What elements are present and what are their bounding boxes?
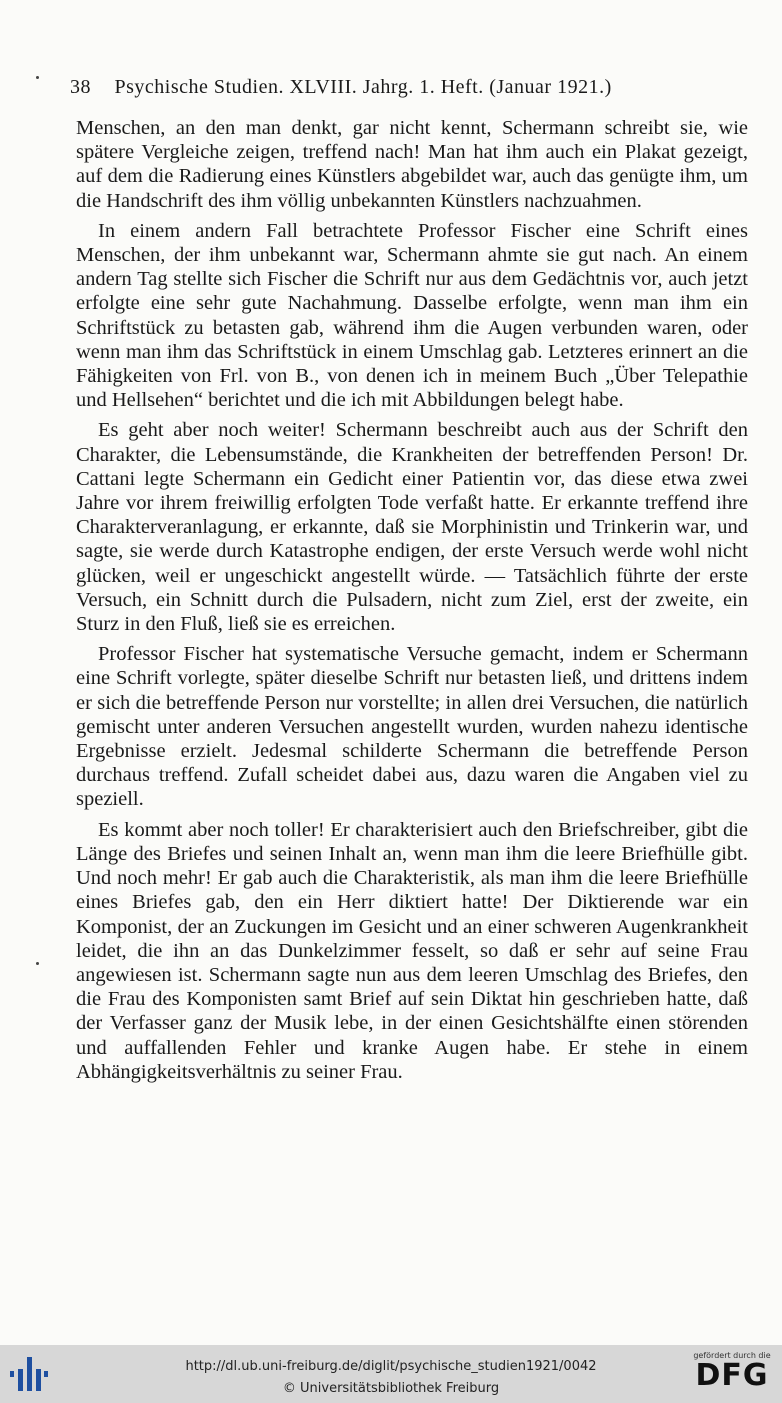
body-text xyxy=(76,116,748,1090)
scan-speck xyxy=(36,962,39,965)
copyright-notice: © Universitätsbibliothek Freiburg xyxy=(282,1381,500,1396)
paragraph: Menschen, an den man denkt, gar nicht kennt, Schermann schreibt sie, wie spätere Vergleiche zeigen, treffend nach! Man hat ihm auch ein Plakat gezeigt, auf dem die Radierung eines Künstlers abgebildet war, auch das genügte ihm, um die Handschrift des ihm völlig unbekannten Künstlers nachzuahmen. xyxy=(76,117,748,212)
scan-speck xyxy=(36,76,39,79)
paragraph: In einem andern Fall betrachtete Professor Fischer eine Schrift eines Menschen, der ihm unbekannt war, Schermann ahmte sie gut nach. An einem andern Tag stellte sich Fischer die Schrift nur aus dem Gedächtnis vor, auch jetzt erfolgte eine sehr gute Nachahmung. Dasselbe erfolgte, wenn man ihm ein Schriftstück zu betasten gab, während ihm die Augen verbunden waren, oder wenn man ihm das Schriftstück in einem Umschlag gab. Letzteres erinnert an die Fähigkeiten von Frl. von B., von denen ich in meinem Buch „Über Telepathie und Hellsehen“ berichtet und die ich mit Abbildungen belegt habe. xyxy=(76,219,748,412)
running-title: Psychische Studien. XLVIII. Jahrg. 1. Heft. (Januar 1921.) xyxy=(114,76,612,98)
paragraph: Es geht aber noch weiter! Schermann beschreibt auch aus der Schrift den Charakter, die Lebensumstände, die Krankheiten der betreffenden Person! Dr. Cattani legte Schermann ein Gedicht einer Patientin vor, das diese etwa zwei Jahre vor ihrem freiwillig erfolgten Tode verfaßt hatte. Er erkannte treffend ihre Charakterveranlagung, er erkannte, daß sie Morphinistin und Trinkerin war, und sagte, sie werde durch Katastrophe endigen, der erste Versuch werde wohl nicht glücken, weil er ungeschickt angestellt würde. — Tatsächlich führte der erste Versuch, ein Schnitt durch die Pulsadern, nicht zum Ziel, erst der zweite, ein Sturz in den Fluß, ließ sie es erreichen. xyxy=(76,419,748,636)
paragraph: Es kommt aber noch toller! Er charakterisiert auch den Briefschreiber, gibt die Länge des Briefes und seinen Inhalt an, wenn man ihm die leere Briefhülle gibt. Und noch mehr! Er gab auch die Charakteristik, als man ihm die leere Briefhülle eines Briefes gab, den ein Herr diktiert hatte! Der Diktierende war ein Komponist, der an Zuckungen im Gesicht und an einer schweren Augenkrankheit leidet, die ihn an das Dunkelzimmer fesselt, so daß er sehr auf seine Frau angewiesen ist. Schermann sagte nun aus dem leeren Umschlag des Briefes, den die Frau des Komponisten samt Brief auf sein Diktat hin geschrieben hatte, daß der Verfasser ganz der Musik lebe, in der einen Gesichtshälfte einen störenden und auffallenden Fehler und kranke Augen habe. Er stehe in einem Abhängigkeitsverhältnis zu seiner Frau. xyxy=(76,818,748,1083)
dfg-caption: gefördert durch die xyxy=(693,1351,771,1360)
dfg-wordmark: DFG xyxy=(695,1358,769,1393)
source-url-link[interactable]: http://dl.ub.uni-freiburg.de/diglit/psychische_studien1921/0042 xyxy=(185,1359,597,1374)
page-number: 38 xyxy=(70,76,91,98)
dfg-logo xyxy=(690,1351,774,1399)
running-header xyxy=(70,76,710,99)
viewer-footer xyxy=(0,1345,782,1403)
paragraph: Professor Fischer hat systematische Versuche gemacht, indem er Schermann eine Schrift vorlegte, später dieselbe Schrift nur betasten ließ, und drittens indem er sich die betreffende Person nur vorstellte; in allen drei Versuchen, die natürlich gemischt unter anderen Versuchen angestellt wurden, wurden nahezu identische Ergebnisse erzielt. Jedesmal schilderte Schermann die betreffende Person durchaus treffend. Zufall scheidet dabei aus, dazu waren die Angaben viel zu speziell. xyxy=(76,643,748,811)
